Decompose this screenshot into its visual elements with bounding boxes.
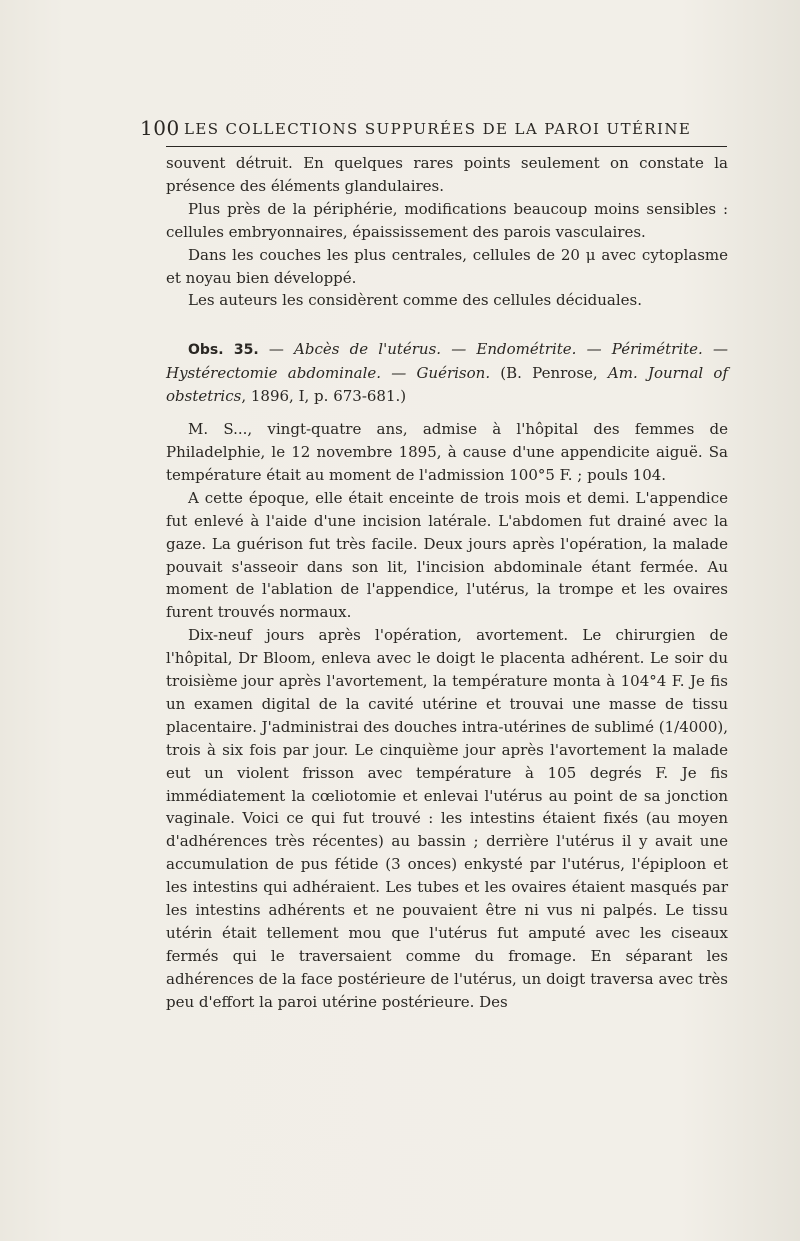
paragraph: souvent détruit. En quelques rares points seulement on constate la présence des éléments glandulaires. [166, 154, 728, 195]
paragraph: Plus près de la périphérie, modifications beaucoup moins sensibles : cellules embryonnaires, épaississement des parois vasculaires. [166, 199, 728, 241]
observation-heading [166, 338, 728, 408]
observation-label: Obs. 35. [188, 342, 259, 359]
observation-separator: — [258, 340, 295, 359]
observation-title: Abcès de l'utérus. — Endométrite. — Périmétrite. — Hystérectomie abdominale. — Guérison. [166, 340, 729, 383]
running-title: LES COLLECTIONS SUPPURÉES DE LA PAROI UTÉRINE [184, 120, 692, 138]
observation-journal: Am. Journal of obstetrics [166, 364, 728, 406]
case-paragraph: A cette époque, elle était enceinte de trois mois et demi. L'appendice fut enlevé à l'aide d'une incision latérale. L'abdomen fut drainé avec la gaze. La guérison fut très facile. Deux jours après l'opération, la malade pouvait s'asseoir dans son lit, l'incision abdominale étant fermée. Au moment de l'ablation de l'appendice, l'utérus, la trompe et les ovaires furent trouvés normaux. [166, 488, 728, 622]
page-number: 100 [140, 116, 180, 140]
paragraph: Les auteurs les considèrent comme des cellules déciduales. [188, 291, 642, 310]
case-paragraph: Dix-neuf jours après l'opération, avortement. Le chirurgien de l'hôpital, Dr Bloom, enleva avec le doigt le placenta adhérent. Le soir du troisième jour après l'avortement, la température monta à 104°4 F. Je fis un examen digital de la cavité utérine et trouvai une masse de tissu placentaire. J'administrai des douches intra-utérines de sublimé (1/4000), trois à six fois par jour. Le cinquième jour après l'avortement la malade eut un violent frisson avec température à 105 degrés F. Je fis immédiatement la cœliotomie et enlevai l'utérus au point de sa jonction vaginale. Voici ce qui fut trouvé : les intestins étaient fixés (au moyen d'adhérences très récentes) au bassin ; derrière l'utérus il y avait une accumulation de pus fétide (3 onces) enkysté par l'utérus, l'épiploon et les intestins qui adhéraient. Les tubes et les ovaires étaient masqués par les intestins adhérents et ne pouvaient être ni vus ni palpés. Le tissu utérin était tellement mou que l'utérus fut amputé avec les ciseaux fermés qui le traversaient comme du fromage. En séparant les adhérences de la face postérieure de l'utérus, un doigt traversa avec très peu d'effort la paroi utérine postérieure. Des [166, 626, 728, 1011]
running-header [140, 116, 725, 142]
paragraph: Dans les couches les plus centrales, cellules de 20 μ avec cytoplasme et noyau bien développé. [166, 245, 728, 287]
header-rule [166, 146, 727, 147]
body-text [166, 152, 728, 1014]
observation-source-suffix: , 1896, I, p. 673-681.) [241, 387, 407, 406]
case-paragraph: M. S..., vingt-quatre ans, admise à l'hôpital des femmes de Philadelphie, le 12 novembre 1895, à cause d'une appendicite aiguë. Sa température était au moment de l'admission 100°5 F. ; pouls 104. [166, 420, 728, 484]
observation-source-prefix: (B. Penrose, [490, 364, 608, 383]
